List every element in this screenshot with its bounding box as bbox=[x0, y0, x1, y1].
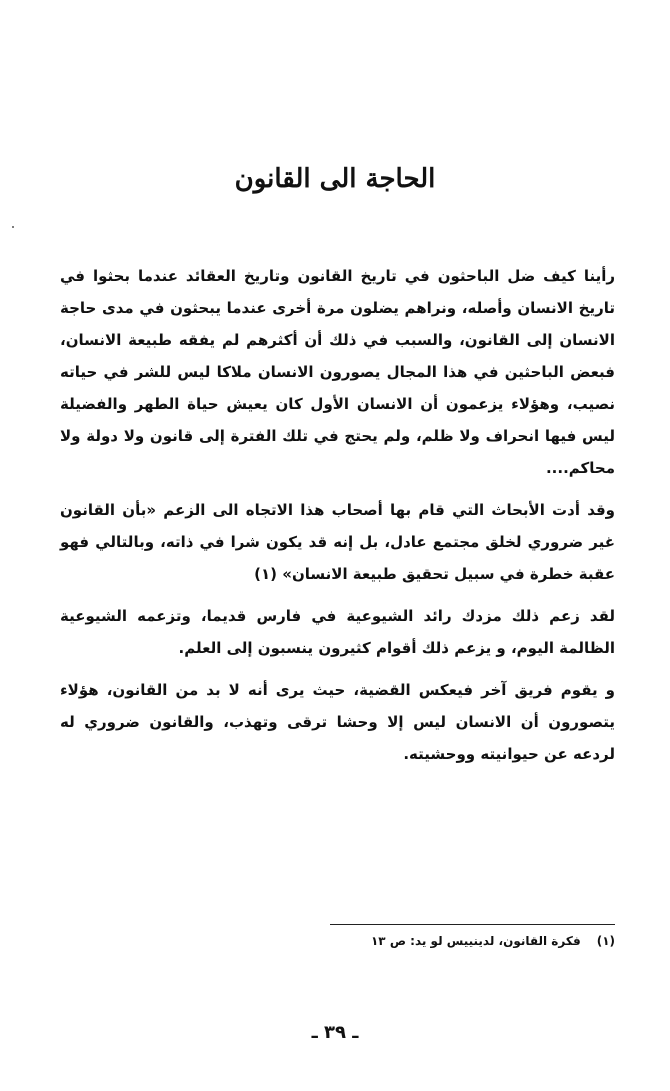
paragraph-3: لقد زعم ذلك مزدك رائد الشيوعية في فارس قديما، وتزعمه الشيوعية الظالمة اليوم، و يزعم ذلك أقوام كثيرون ينسبون إلى العلم. bbox=[60, 607, 615, 657]
paragraph-4: و يقوم فريق آخر فيعكس القضية، حيث يرى أنه لا بد من القانون، هؤلاء يتصورون أن الانسان ليس إلا وحشا ترقى وتهذب، والقانون ضروري له لردعه عن حيوانيته ووحشيته. bbox=[60, 681, 615, 763]
paragraph-2: وقد أدت الأبحاث التي قام بها أصحاب هذا الاتجاه الى الزعم «بأن القانون غير ضروري لخلق مجتمع عادل، بل إنه قد يكون شرا في ذاته، وبالتالي فهو عقبة خطرة في سبيل تحقيق طبيعة الانسان» (١) bbox=[60, 501, 615, 583]
footnote-divider bbox=[330, 924, 615, 925]
chapter-title: الحاجة الى القانون bbox=[234, 164, 436, 194]
body-text bbox=[60, 260, 615, 780]
page-number: ـ ٣٩ ـ bbox=[311, 1022, 359, 1043]
footnote-text: فكرة القانون، لدينييس لو يد: ص ١٣ bbox=[370, 934, 581, 948]
footnote bbox=[60, 934, 615, 948]
scan-speck bbox=[12, 226, 14, 228]
paragraph-1: رأينا كيف ضل الباحثون في تاريخ القانون وتاريخ العقائد عندما بحثوا في تاريخ الانسان وأصله، ونراهم يضلون مرة أخرى عندما يبحثون في مدى حاجة الانسان إلى القانون، والسبب في ذلك أن أكثرهم لم يفقه طبيعة الانسان، فبعض الباحثين في هذا المجال يصورون الانسان ملاكا ليس للشر في حياته نصيب، وهؤلاء يزعمون أن الانسان الأول كان يعيش حياة الطهر والفضيلة ليس فيها انحراف ولا ظلم، ولم يحتج في تلك الفترة إلى قانون ولا دولة ولا محاكم.... bbox=[60, 267, 615, 477]
footnote-marker: (١) bbox=[596, 934, 615, 948]
